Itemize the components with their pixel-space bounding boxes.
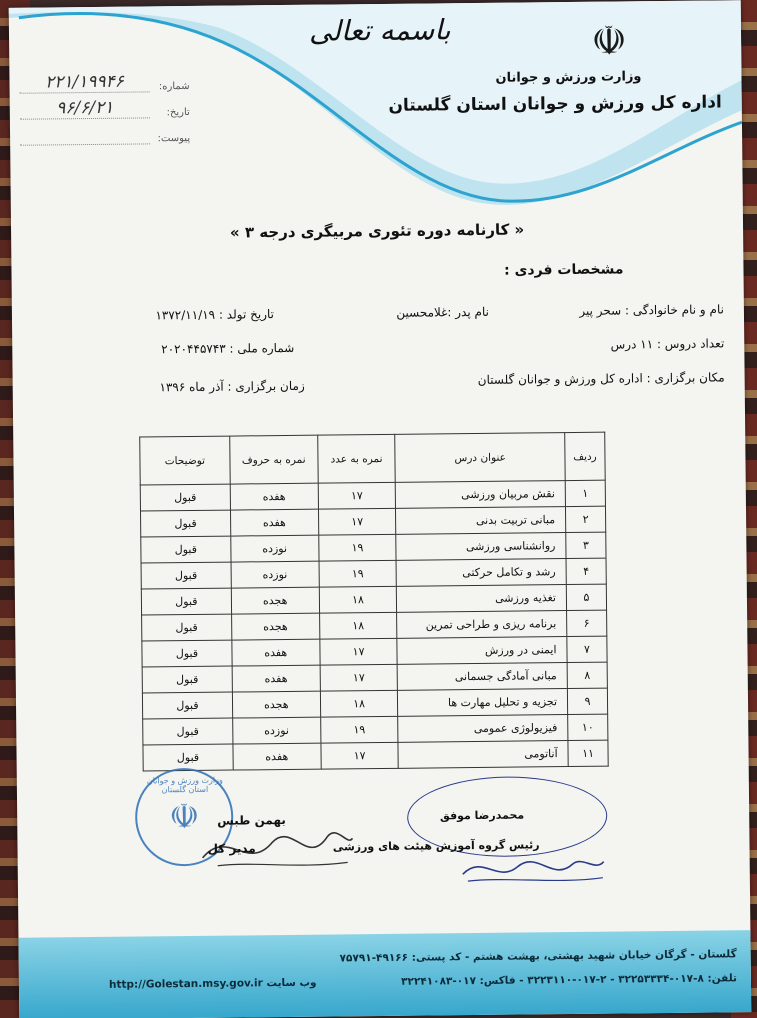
cell-notes: قبول (143, 718, 233, 745)
cell-grade-numeric: ۱۷ (318, 508, 396, 535)
cell-grade-numeric: ۱۷ (320, 664, 398, 691)
footer-website (109, 977, 317, 991)
cell-row-number: ۱۱ (568, 740, 608, 766)
iran-emblem-icon: ☫ (590, 18, 628, 65)
seal-text: وزارت ورزش و جوانان استان گلستان (146, 775, 223, 795)
document-sheet (9, 0, 752, 1018)
cell-course-title: مبانی آمادگی جسمانی (398, 663, 568, 691)
cell-grade-numeric: ۱۸ (320, 690, 398, 717)
letter-meta (19, 66, 190, 146)
director-title: مدیر کل (207, 841, 256, 856)
session-date: زمان برگزاری : آذر ماه ۱۳۹۶ (159, 378, 305, 395)
cell-row-number: ۲ (566, 506, 606, 532)
website-label: وب سایت (266, 976, 317, 990)
cell-course-title: تغذیه ورزشی (397, 585, 567, 613)
cell-grade-numeric: ۱۸ (319, 586, 397, 613)
cell-notes: قبول (141, 536, 231, 563)
director-name: بهمن طبس (217, 813, 286, 828)
cell-course-title: نقش مربیان ورزشی (396, 481, 566, 509)
cell-course-title: برنامه ریزی و طراحی تمرین (397, 611, 567, 639)
header-course-title: عنوان درس (395, 433, 565, 483)
cell-grade-words: نوزده (231, 535, 319, 562)
document-title: « کارنامه دوره تئوری مربیگری درجه ۳ » (229, 220, 525, 242)
official-seal-icon: ☫ (135, 768, 234, 867)
full-name: نام و نام خانوادگی : سحر پیر (579, 302, 724, 318)
cell-notes: قبول (142, 692, 232, 719)
cell-grade-words: هفده (230, 483, 318, 510)
motto-calligraphy: باسمه تعالی (308, 13, 451, 48)
header-row-number: ردیف (565, 432, 605, 480)
cell-row-number: ۱۰ (568, 714, 608, 740)
cell-grade-numeric: ۱۹ (320, 716, 398, 743)
header-grade-numeric: نمره به عدد (317, 434, 395, 483)
cell-grade-words: نوزده (233, 717, 321, 744)
cell-row-number: ۹ (567, 688, 607, 714)
cell-grade-numeric: ۱۹ (318, 534, 396, 561)
cell-grade-words: هجده (232, 691, 320, 718)
number-label: شماره: (158, 80, 190, 93)
cell-row-number: ۵ (566, 584, 606, 610)
cell-notes: قبول (141, 562, 231, 589)
letterhead-footer (18, 930, 751, 1018)
courses-count: تعداد دروس : ۱۱ درس (610, 336, 725, 352)
head-signature-icon (458, 848, 608, 890)
table-body (140, 480, 608, 771)
ministry-name: وزارت ورزش و جوانان (495, 69, 642, 86)
cell-row-number: ۸ (567, 662, 607, 688)
cell-row-number: ۳ (566, 532, 606, 558)
cell-course-title: فیزیولوژی عمومی (398, 715, 568, 743)
header-grade-words: نمره به حروف (230, 435, 318, 484)
cell-grade-numeric: ۱۸ (319, 612, 397, 639)
cell-grade-numeric: ۱۹ (319, 560, 397, 587)
head-name: محمدرضا موفق (439, 808, 525, 823)
date-label: تاریخ: (166, 106, 190, 119)
cell-course-title: تجزیه و تحلیل مهارت ها (398, 689, 568, 717)
meta-attachment (20, 118, 190, 146)
website-url: http://Golestan.msy.gov.ir (108, 977, 263, 991)
cell-notes: قبول (142, 614, 232, 641)
cell-grade-words: هفده (230, 509, 318, 536)
cell-row-number: ۱ (565, 480, 605, 506)
cell-course-title: آناتومی (398, 741, 568, 769)
cell-row-number: ۴ (566, 558, 606, 584)
father-name: نام پدر :غلامحسین (396, 304, 490, 320)
cell-grade-words: هفده (233, 743, 321, 770)
cell-grade-numeric: ۱۷ (321, 742, 399, 769)
personal-info-heading: مشخصات فردی : (504, 261, 624, 279)
cell-notes: قبول (141, 588, 231, 615)
cell-notes: قبول (140, 510, 230, 537)
grades-table (139, 432, 608, 772)
cell-row-number: ۶ (567, 610, 607, 636)
cell-course-title: روانشناسی ورزشی (396, 533, 566, 561)
cell-grade-words: هفده (232, 639, 320, 666)
date-value: ۹۶/۶/۲۱ (20, 97, 150, 119)
cell-grade-words: هجده (231, 613, 319, 640)
venue: مکان برگزاری : اداره کل ورزش و جوانان گلستان (477, 370, 725, 387)
meta-date (20, 92, 190, 120)
table-row (143, 740, 608, 771)
footer-address: گلستان - گرگان خیابان شهید بهشتی، بهشت هشتم - کد پستی: ۴۹۱۶۶-۷۵۷۹۱ (339, 948, 737, 965)
cell-grade-numeric: ۱۷ (320, 638, 398, 665)
head-title: رئیس گروه آموزش هیئت های ورزشی (332, 838, 540, 854)
cell-notes: قبول (143, 744, 233, 771)
meta-number (19, 66, 189, 94)
directorate-name: اداره کل ورزش و جوانان استان گلستان (388, 92, 722, 116)
cell-grade-words: هفده (232, 665, 320, 692)
cell-grade-words: هجده (231, 587, 319, 614)
cell-row-number: ۷ (567, 636, 607, 662)
attachment-label: پیوست: (157, 132, 191, 145)
number-value: ۲۲۱/۱۹۹۴۶ (19, 71, 149, 93)
national-id: شماره ملی : ۲۰۲۰۴۴۵۷۴۳ (161, 340, 295, 357)
cell-course-title: مبانی تربیت بدنی (396, 507, 566, 535)
birth-date: تاریخ تولد : ۱۳۷۲/۱۱/۱۹ (155, 307, 275, 323)
cell-notes: قبول (140, 484, 230, 511)
footer-phones: تلفن: ۸-۰۱۷-۳۲۲۵۳۳۳۴ - ۲-۰۱۷-۳۲۲۳۱۱۰ - فاکس: ۰۱۷-۳۲۲۴۱۰۸۳ (401, 972, 737, 988)
cell-grade-words: نوزده (231, 561, 319, 588)
cell-course-title: رشد و تکامل حرکتی (396, 559, 566, 587)
cell-notes: قبول (142, 640, 232, 667)
table-header-row (140, 432, 605, 485)
header-notes: توضیحات (140, 436, 230, 485)
cell-grade-numeric: ۱۷ (318, 482, 396, 509)
cell-course-title: ایمنی در ورزش (397, 637, 567, 665)
cell-notes: قبول (142, 666, 232, 693)
